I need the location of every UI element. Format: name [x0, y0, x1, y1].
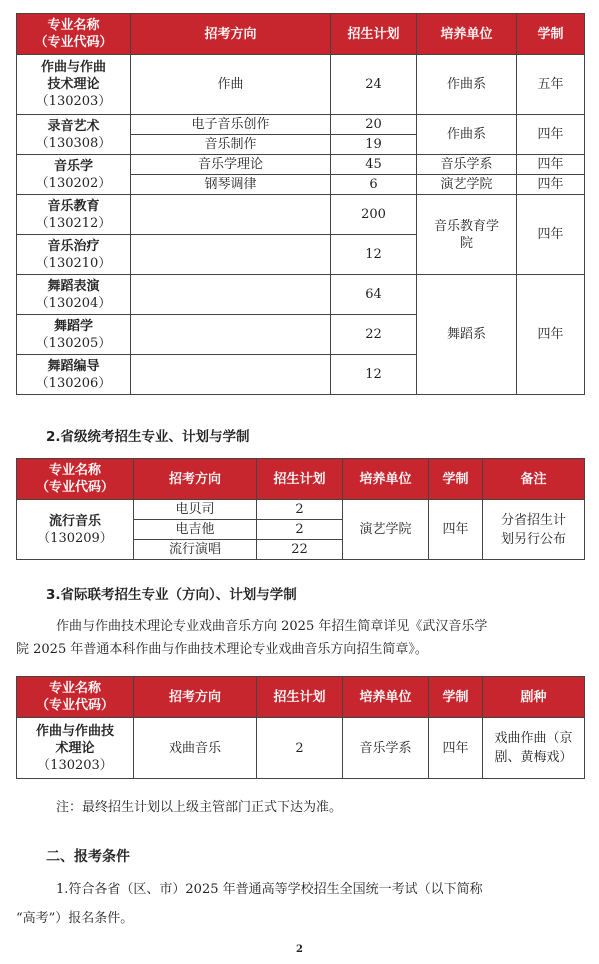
unit-cell: 音乐教育学 院: [417, 195, 517, 275]
genre-cell: 戏曲作曲（京 剧、黄梅戏）: [483, 718, 585, 779]
table-row: [17, 275, 585, 315]
plan-cell: 22: [257, 540, 343, 560]
direction-cell: 作曲: [131, 55, 331, 115]
direction-cell: 音乐学理论: [131, 155, 331, 175]
header-years: 学制: [429, 677, 483, 718]
table-row: [17, 55, 585, 115]
unit-cell: 音乐学系: [343, 718, 429, 779]
years-cell: 四年: [517, 115, 585, 155]
direction-cell: 电吉他: [134, 520, 257, 540]
plan-cell: 200: [331, 195, 417, 235]
direction-cell: 音乐制作: [131, 135, 331, 155]
unit-cell: 音乐学系: [417, 155, 517, 175]
header-unit: 培养单位: [417, 14, 517, 55]
years-cell: 四年: [429, 718, 483, 779]
table-row: [17, 115, 585, 135]
direction-cell: 电贝司: [134, 500, 257, 520]
plan-cell: 12: [331, 235, 417, 275]
plan-cell: 2: [257, 718, 343, 779]
header-genre: 剧种: [483, 677, 585, 718]
section3-paragraph-line2: 院 2025 年普通本科作曲与作曲技术理论专业戏曲音乐方向招生简章》。: [16, 642, 428, 657]
direction-cell: 戏曲音乐: [134, 718, 257, 779]
unit-cell: 舞蹈系: [417, 275, 517, 395]
header-note: 备注: [483, 459, 585, 500]
condition-item1-line2: “高考”）报名条件。: [16, 911, 134, 926]
direction-cell: 钢琴调律: [131, 175, 331, 195]
header-unit: 培养单位: [343, 677, 429, 718]
plan-cell: 45: [331, 155, 417, 175]
header-major-name: 专业名称 （专业代码）: [17, 677, 134, 718]
years-cell: 四年: [517, 175, 585, 195]
direction-cell: [131, 315, 331, 355]
header-major-name: 专业名称 （专业代码）: [17, 14, 131, 55]
unit-cell: 演艺学院: [417, 175, 517, 195]
major-name: 舞蹈编导 （130206）: [17, 355, 131, 395]
plan-cell: 64: [331, 275, 417, 315]
condition-item1-line1: 1.符合各省（区、市）2025 年普通高等学校招生全国统一考试（以下简称: [56, 882, 483, 897]
table-row: [17, 195, 585, 235]
direction-cell: [131, 275, 331, 315]
table-majors-1: [16, 13, 585, 395]
direction-cell: [131, 355, 331, 395]
years-cell: 五年: [517, 55, 585, 115]
section3-title: 3.省际联考招生专业（方向）、计划与学制: [46, 587, 297, 603]
direction-cell: [131, 235, 331, 275]
header-plan: 招生计划: [331, 14, 417, 55]
major-name: 舞蹈学 （130205）: [17, 315, 131, 355]
plan-cell: 19: [331, 135, 417, 155]
plan-cell: 22: [331, 315, 417, 355]
plan-cell: 6: [331, 175, 417, 195]
major-name: 作曲与作曲技 术理论 （130203）: [17, 718, 134, 779]
major-name: 音乐治疗 （130210）: [17, 235, 131, 275]
header-plan: 招生计划: [257, 459, 343, 500]
table-row: [17, 718, 585, 779]
table-majors-2: [16, 458, 585, 560]
plan-cell: 2: [257, 500, 343, 520]
unit-cell: 作曲系: [417, 55, 517, 115]
note-text: 注：最终招生计划以上级主管部门正式下达为准。: [56, 800, 343, 815]
header-unit: 培养单位: [343, 459, 429, 500]
direction-cell: 流行演唱: [134, 540, 257, 560]
header-direction: 招考方向: [134, 677, 257, 718]
section2-title: 2.省级统考招生专业、计划与学制: [46, 429, 250, 445]
header-years: 学制: [517, 14, 585, 55]
years-cell: 四年: [517, 275, 585, 395]
note-cell: 分省招生计 划另行公布: [483, 500, 585, 560]
unit-cell: 演艺学院: [343, 500, 429, 560]
major-name: 流行音乐 （130209）: [17, 500, 134, 560]
header-major-name: 专业名称 （专业代码）: [17, 459, 134, 500]
plan-cell: 12: [331, 355, 417, 395]
direction-cell: 电子音乐创作: [131, 115, 331, 135]
table-row: [17, 155, 585, 175]
years-cell: 四年: [429, 500, 483, 560]
major-name: 作曲与作曲 技术理论 （130203）: [17, 55, 131, 115]
major-name: 舞蹈表演 （130204）: [17, 275, 131, 315]
unit-cell: 作曲系: [417, 115, 517, 155]
plan-cell: 20: [331, 115, 417, 135]
section3-paragraph-line1: 作曲与作曲技术理论专业戏曲音乐方向 2025 年招生简章详见《武汉音乐学: [56, 619, 488, 634]
years-cell: 四年: [517, 155, 585, 175]
major-name: 音乐教育 （130212）: [17, 195, 131, 235]
table-majors-3: [16, 676, 585, 779]
header-years: 学制: [429, 459, 483, 500]
header-direction: 招考方向: [131, 14, 331, 55]
header-plan: 招生计划: [257, 677, 343, 718]
plan-cell: 24: [331, 55, 417, 115]
plan-cell: 2: [257, 520, 343, 540]
direction-cell: [131, 195, 331, 235]
major-name: 音乐学 （130202）: [17, 155, 131, 195]
section-two-title: 二、报考条件: [46, 849, 130, 865]
major-name: 录音艺术 （130308）: [17, 115, 131, 155]
table-row: [17, 500, 585, 520]
years-cell: 四年: [517, 195, 585, 275]
page-number: 2: [296, 944, 303, 955]
header-direction: 招考方向: [134, 459, 257, 500]
